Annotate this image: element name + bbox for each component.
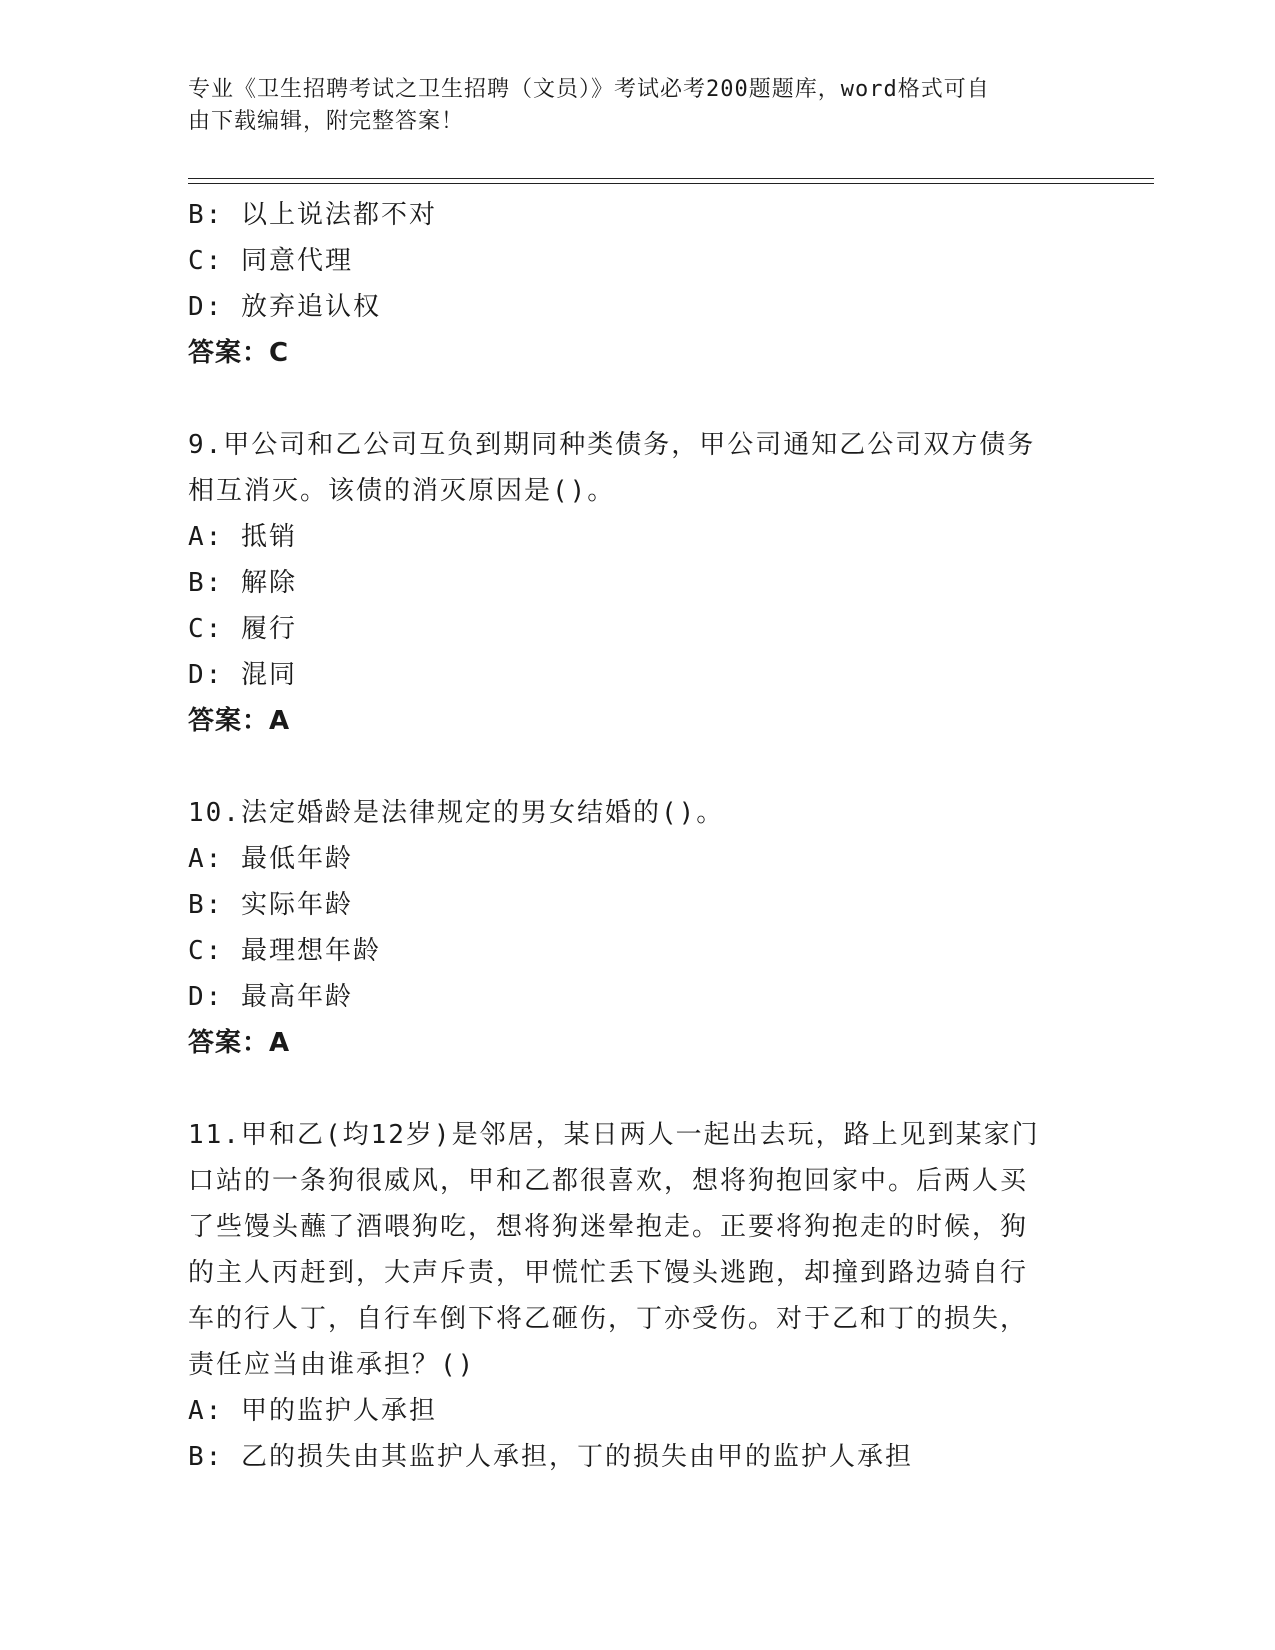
option-c: C: 最理想年龄 bbox=[188, 936, 381, 966]
question-text-line: 10.法定婚龄是法律规定的男女结婚的()。 bbox=[188, 798, 725, 828]
header-line-1: 专业《卫生招聘考试之卫生招聘（文员）》考试必考200题题库，word格式可自 bbox=[188, 77, 990, 102]
question-list bbox=[188, 192, 1068, 1480]
document-header bbox=[188, 74, 1068, 138]
option-a: A: 抵销 bbox=[188, 522, 297, 552]
question-text-line: 口站的一条狗很威风，甲和乙都很喜欢，想将狗抱回家中。后两人买 bbox=[188, 1166, 1029, 1196]
option-d: D: 最高年龄 bbox=[188, 982, 353, 1012]
question-text-line: 相互消灭。该债的消灭原因是()。 bbox=[188, 476, 616, 506]
header-divider-bottom bbox=[188, 183, 1154, 184]
spacer bbox=[188, 376, 1068, 422]
spacer bbox=[188, 744, 1068, 790]
question-9 bbox=[188, 422, 1068, 744]
option-a: A: 最低年龄 bbox=[188, 844, 353, 874]
option-d: D: 放弃追认权 bbox=[188, 292, 381, 322]
option-a: A: 甲的监护人承担 bbox=[188, 1396, 437, 1426]
question-text-line: 车的行人丁，自行车倒下将乙砸伤，丁亦受伤。对于乙和丁的损失， bbox=[188, 1304, 1029, 1334]
question-text-line: 11.甲和乙(均12岁)是邻居，某日两人一起出去玩，路上见到某家门 bbox=[188, 1120, 1040, 1150]
option-b: B: 解除 bbox=[188, 568, 297, 598]
answer: 答案：A bbox=[188, 1028, 291, 1058]
question-11 bbox=[188, 1112, 1068, 1480]
question-text-line: 责任应当由谁承担？() bbox=[188, 1350, 476, 1380]
answer: 答案：A bbox=[188, 706, 291, 736]
question-text-line: 了些馒头蘸了酒喂狗吃，想将狗迷晕抱走。正要将狗抱走的时候，狗 bbox=[188, 1212, 1029, 1242]
option-c: C: 履行 bbox=[188, 614, 297, 644]
question-8 bbox=[188, 192, 1068, 376]
header-divider-top bbox=[188, 178, 1154, 179]
option-b: B: 乙的损失由其监护人承担，丁的损失由甲的监护人承担 bbox=[188, 1442, 913, 1472]
spacer bbox=[188, 1066, 1068, 1112]
option-b: B: 以上说法都不对 bbox=[188, 200, 437, 230]
question-10 bbox=[188, 790, 1068, 1066]
option-b: B: 实际年龄 bbox=[188, 890, 353, 920]
header-line-2: 由下载编辑，附完整答案！ bbox=[188, 109, 465, 134]
answer: 答案：C bbox=[188, 338, 290, 368]
option-d: D: 混同 bbox=[188, 660, 297, 690]
question-text-line: 的主人丙赶到，大声斥责，甲慌忙丢下馒头逃跑，却撞到路边骑自行 bbox=[188, 1258, 1029, 1288]
option-c: C: 同意代理 bbox=[188, 246, 353, 276]
question-text-line: 9.甲公司和乙公司互负到期同种类债务，甲公司通知乙公司双方债务 bbox=[188, 430, 1036, 460]
